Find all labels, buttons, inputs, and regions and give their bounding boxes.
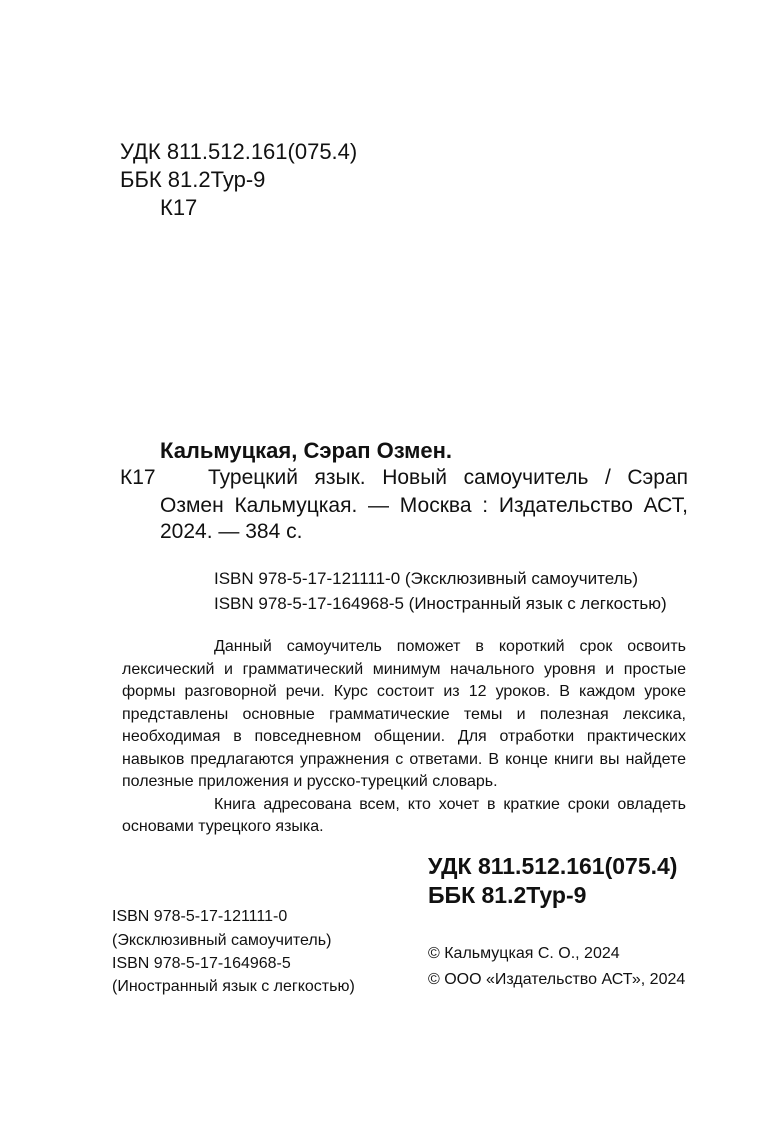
isbn-bottom-desc-1: (Эксклюзивный самоучитель) (112, 932, 332, 949)
udk-top: УДК 811.512.161(075.4) (120, 139, 358, 164)
bib-line-2: Озмен Кальмуцкая. — Москва : Издательство АСТ, (160, 494, 688, 517)
isbn-bottom-2: ISBN 978-5-17-164968-5 (112, 955, 291, 972)
author-mark-top: К17 (160, 195, 198, 220)
isbn-line-1: ISBN 978-5-17-121111-0 (Эксклюзивный самоучитель) (214, 569, 639, 588)
annotation (122, 636, 686, 839)
isbn-line-2: ISBN 978-5-17-164968-5 (Иностранный язык с легкостью) (214, 594, 667, 613)
annotation-paragraph-2: Книга адресована всем, кто хочет в краткие сроки овладеть основами турецкого языка. (122, 795, 686, 835)
author-heading: Кальмуцкая, Сэрап Озмен. (160, 438, 453, 463)
copyright-publisher: © ООО «Издательство АСТ», 2024 (428, 971, 686, 988)
annotation-paragraph-1: Данный самоучитель поможет в короткий срок освоить лексический и грамматический минимум начального уровня и простые формы разговорной речи. Курс состоит из 12 уроков. В каждом уроке представлены основные грамматические темы и полезная лексика, необходимая в повседневном общении. Для отработки практических навыков предлагаются упражнения с ответами. В конце книги вы найдете полезные приложения и русско-турецкий словарь. (122, 638, 686, 790)
isbn-bottom-1: ISBN 978-5-17-121111-0 (112, 908, 288, 925)
author-mark: К17 (120, 466, 156, 489)
bbk-top: ББК 81.2Тур-9 (120, 167, 266, 192)
bib-line-1: Турецкий язык. Новый самоучитель / Сэрап (208, 466, 688, 489)
bib-line-3: 2024. — 384 с. (160, 520, 303, 543)
isbn-bottom-desc-2: (Иностранный язык с легкостью) (112, 978, 355, 995)
copyright-author: © Кальмуцкая С. О., 2024 (428, 945, 620, 962)
bbk-bottom: ББК 81.2Тур-9 (428, 882, 587, 908)
udk-bottom: УДК 811.512.161(075.4) (428, 853, 678, 879)
